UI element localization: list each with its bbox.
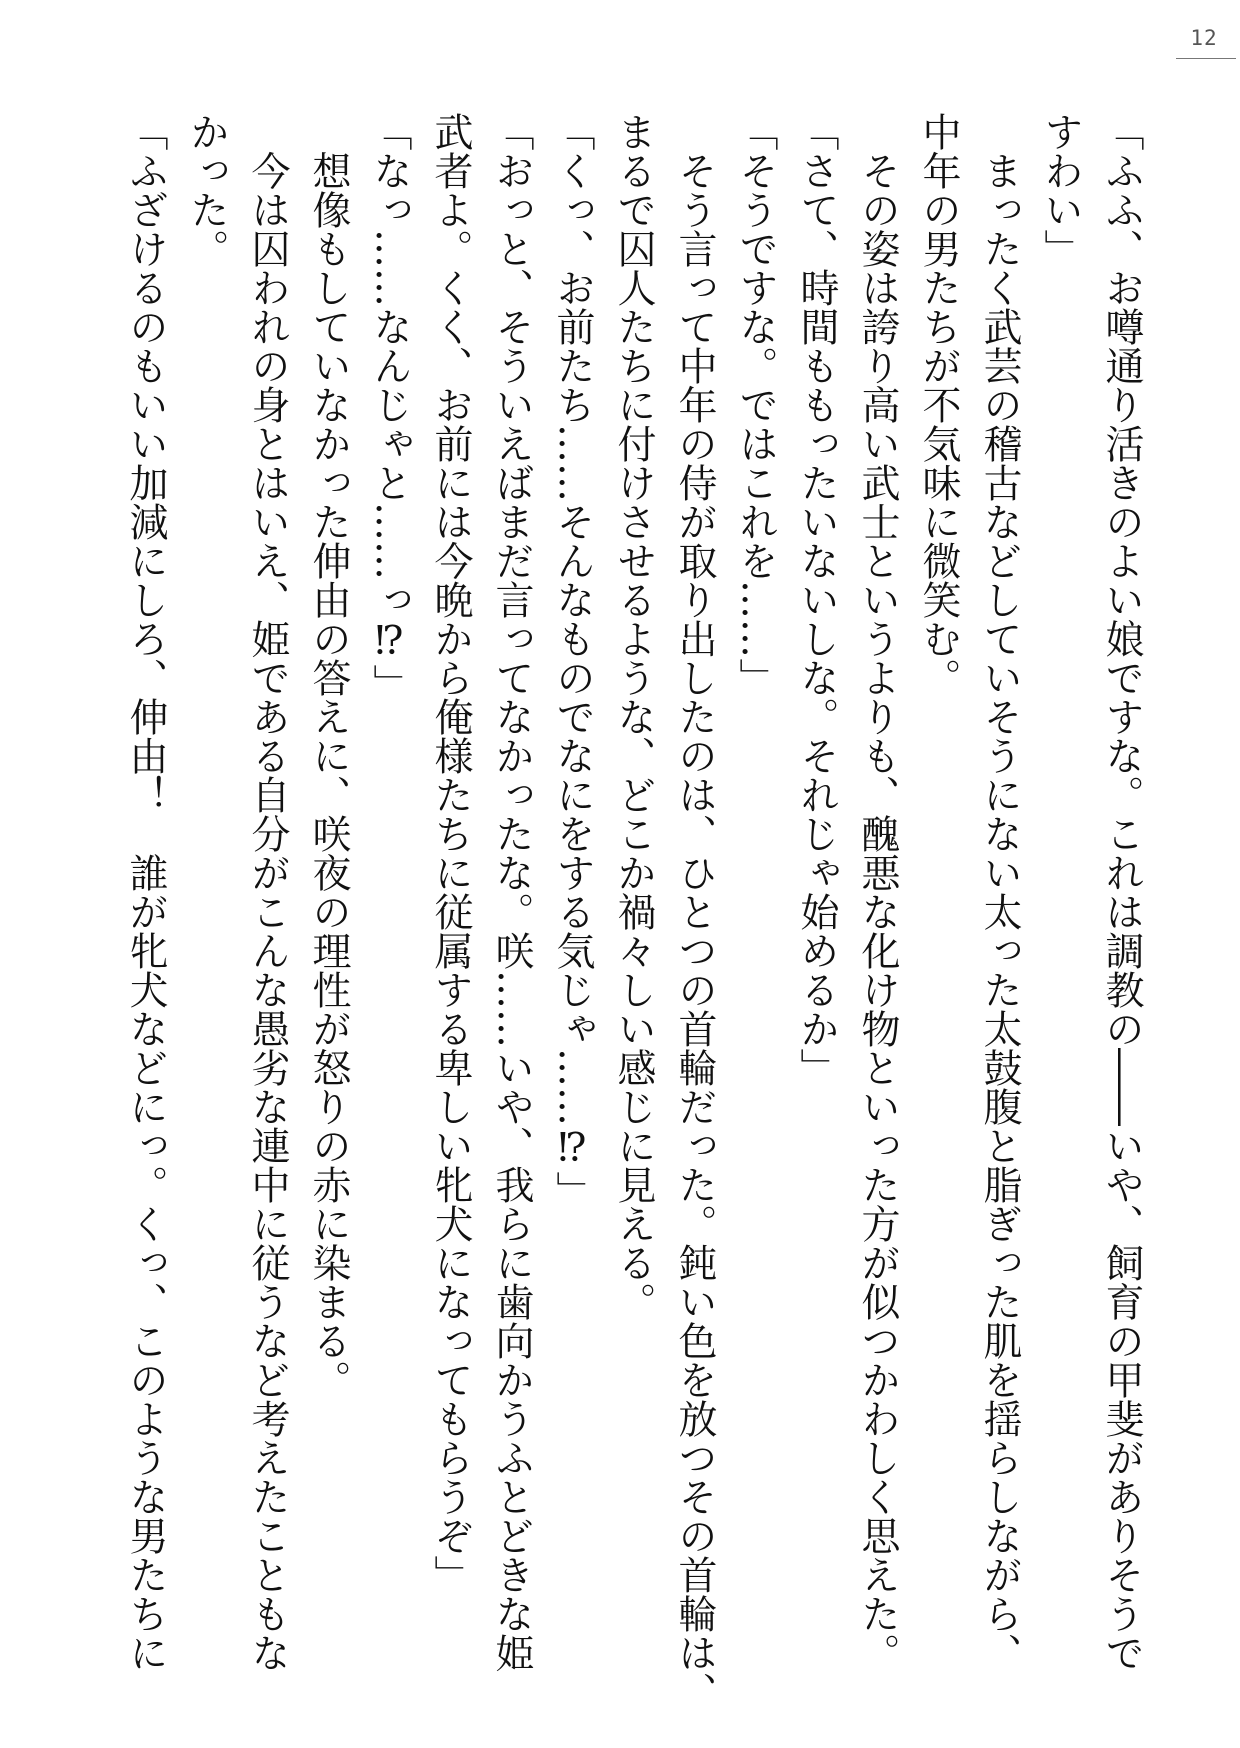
vertical-body-text: [115, 112, 1152, 1711]
text-line: 「ふふ、お噂通り活きのよい娘ですな。これは調教の――いや、飼育の甲斐がありそうで: [1099, 112, 1144, 1672]
text-line: 今は囚われの身とはいえ、姫である自分がこんな愚劣な連中に従うなど考えたこともな: [245, 112, 290, 1672]
text-line: そう言って中年の侍が取り出したのは、ひとつの首輪だった。鈍い色を放つその首輪は、: [672, 112, 717, 1711]
text-line: 想像もしていなかった伸由の答えに、咲夜の理性が怒りの赤に染まる。: [306, 112, 351, 1399]
text-line: 「くっ、お前たち……そんなものでなにをする気じゃ……⁉」: [550, 112, 595, 1210]
text-line: 「さて、時間ももったいないしな。それじゃ始めるか」: [794, 112, 839, 1087]
text-line: 「おっと、そういえばまだ言ってなかったな。咲……いや、我らに歯向かうふとどきな姫: [489, 112, 534, 1672]
text-line: 「なっ……なんじゃと……っ⁉」: [367, 112, 412, 703]
text-line: まったく武芸の稽古などしていそうにない太った太鼓腹と脂ぎった肌を揺らしながら、: [977, 112, 1022, 1672]
text-line: 「そうですな。ではこれを……」: [733, 112, 778, 697]
page-number-underline: [1176, 58, 1236, 59]
text-line: 武者よ。くく、お前には今晩から俺様たちに従属する卑しい牝犬になってもらうぞ」: [428, 112, 473, 1594]
text-line: 「ふざけるのもいい加減にしろ、伸由！ 誰が牝犬などにっ。くっ、このような男たちに: [123, 112, 168, 1672]
text-line: その姿は誇り高い武士というよりも、醜悪な化け物といった方が似つかわしく思えた。: [855, 112, 900, 1672]
text-line: まるで囚人たちに付けさせるような、どこか禍々しい感じに見える。: [611, 112, 656, 1321]
text-line: すわい」: [1038, 112, 1083, 268]
text-line: かった。: [184, 112, 229, 268]
text-line: 中年の男たちが不気味に微笑む。: [916, 112, 961, 697]
page-number: 12: [1190, 26, 1218, 50]
